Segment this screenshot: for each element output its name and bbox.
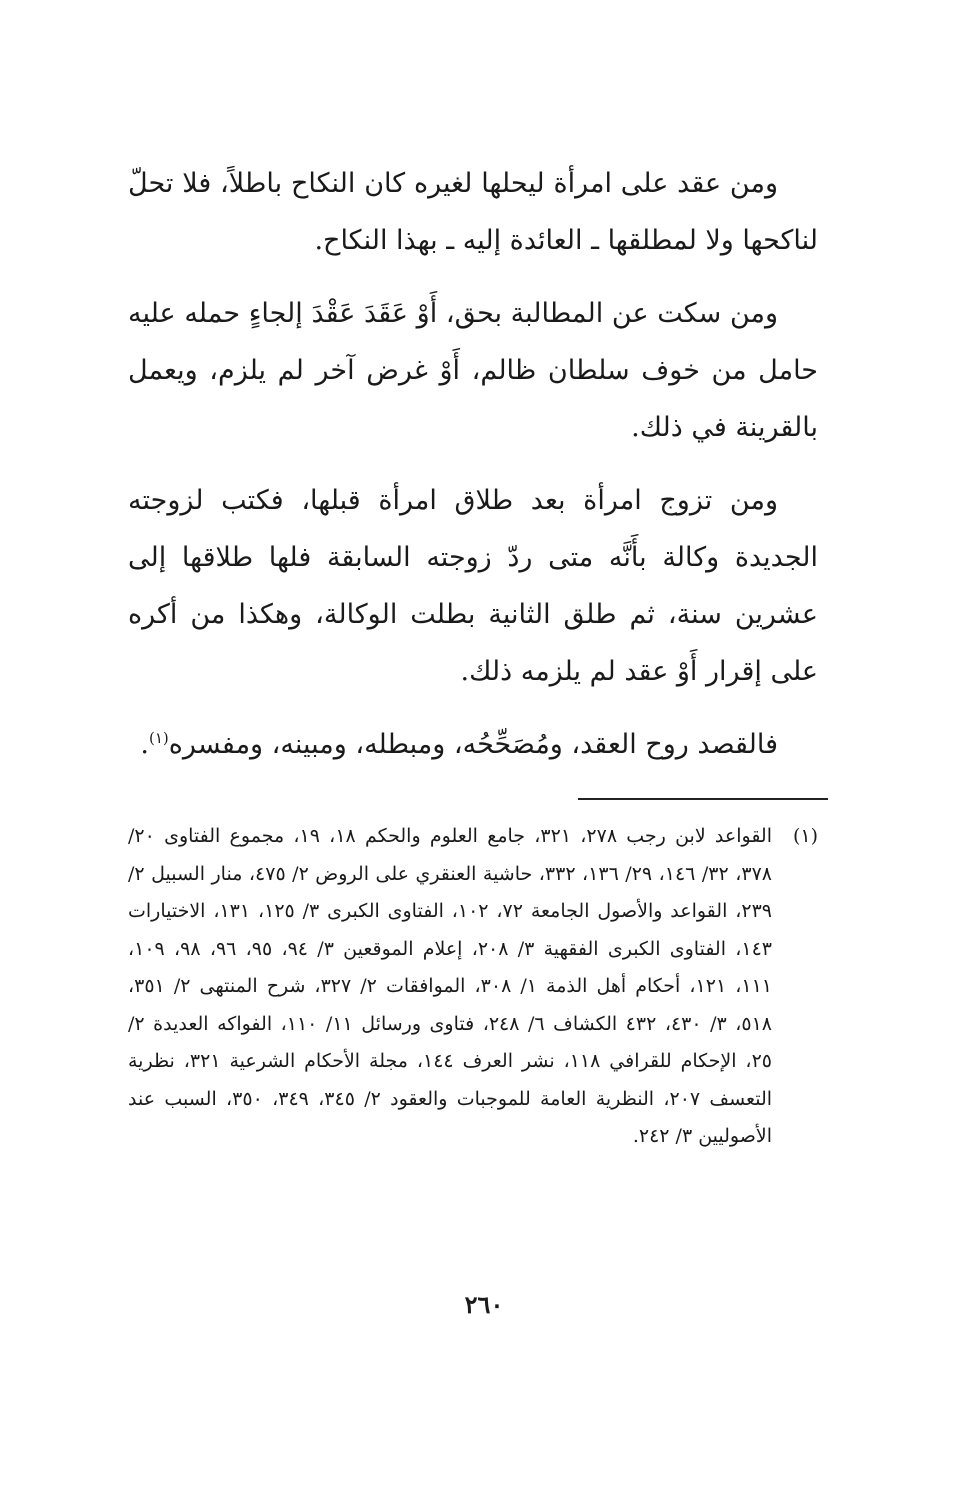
paragraph-4-text: فالقصد روح العقد، ومُصَحِّحُه، ومبطله، ومبينه، ومفسره [168,729,778,760]
paragraph-1: ومن عقد على امرأة ليحلها لغيره كان النكاح باطلاً، فلا تحلّ لناكحها ولا لمطلقها ـ العائدة إليه ـ بهذا النكاح. [128,168,818,256]
paragraph-3: ومن تزوج امرأة بعد طلاق امرأة قبلها، فكتب لزوجته الجديدة وكالة بأَنَّه متى ردّ زوجته السابقة فلها طلاقها إلى عشرين سنة، ثم طلق الثانية بطلت الوكالة، وهكذا من أكره على إقرار أَوْ عقد لم يلزمه ذلك. [128,485,818,687]
paragraph-4-end: . [140,729,149,760]
footnote [128,818,818,1156]
paragraph-4 [128,716,818,773]
footnote-reference: (١) [149,729,169,747]
footnote-separator [578,798,828,800]
main-text [128,155,818,773]
footnote-marker: (١) [792,825,818,847]
paragraph-2: ومن سكت عن المطالبة بحق، أَوْ عَقَدَ عَقْدَ إلجاءٍ حمله عليه حامل من خوف سلطان ظالم، أَوْ غرض آخر لم يلزم، ويعمل بالقرينة في ذلك. [128,298,818,443]
footnote-text: القواعد لابن رجب ٢٧٨، ٣٢١، جامع العلوم والحكم ١٨، ١٩، مجموع الفتاوى ٢٠/ ٣٧٨، ٣٢/ ١٤٦، ٢٩/ ١٣٦، ٣٣٢، حاشية العنقري على الروض ٢/ ٤٧٥، منار السبيل ٢/ ٢٣٩، القواعد والأصول الجامعة ٧٢، ١٠٢، الفتاوى الكبرى ٣/ ١٢٥، ١٣١، الاختيارات ١٤٣، الفتاوى الكبرى الفقهية ٣/ ٢٠٨، إعلام الموقعين ٣/ ٩٤، ٩٥، ٩٦، ٩٨، ١٠٩، ١١١، ١٢١، أحكام أهل الذمة ١/ ٣٠٨، الموافقات ٢/ ٣٢٧، شرح المنتهى ٢/ ٣٥١، ٥١٨، ٣/ ٤٣٠، ٤٣٢ الكشاف ٦/ ٢٤٨، فتاوى ورسائل ١١/ ١١٠، الفواكه العديدة ٢/ ٢٥، الإحكام للقرافي ١١٨، نشر العرف ١٤٤، مجلة الأحكام الشرعية ٣٢١، نظرية التعسف ٢٠٧، النظرية العامة للموجبات والعقود ٢/ ٣٤٥، ٣٤٩، ٣٥٠، السبب عند الأصوليين ٣/ ٢٤٢. [128,825,773,1147]
page-number: ٢٦٠ [464,1290,504,1319]
